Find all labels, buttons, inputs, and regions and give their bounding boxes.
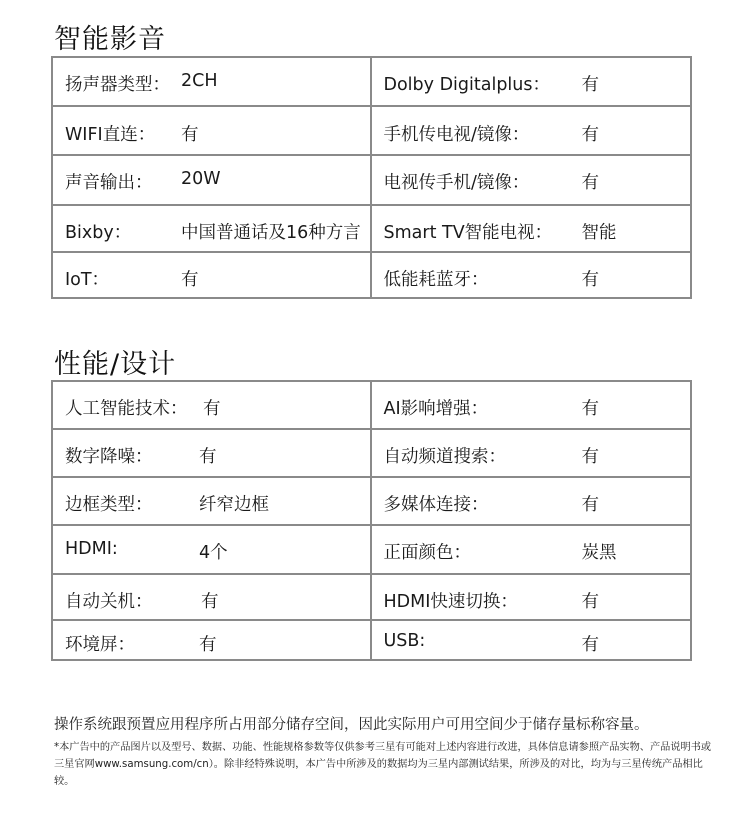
spec-label: Bixby： xyxy=(65,223,132,243)
spec-label: 自动关机： xyxy=(65,592,153,612)
spec-value: 中国普通话及16种方言 xyxy=(181,223,361,243)
spec-cell-left xyxy=(53,526,372,573)
spec-label: 正面颜色： xyxy=(383,543,471,563)
spec-cell-left xyxy=(53,478,372,524)
spec-label: 边框类型： xyxy=(65,495,153,515)
spec-cell-right xyxy=(372,526,691,573)
spec-value: 20W xyxy=(181,169,221,189)
spec-value: 有 xyxy=(581,495,599,515)
spec-value: 有 xyxy=(581,75,599,95)
spec-value: 炭黑 xyxy=(581,543,617,563)
spec-cell-right xyxy=(372,156,691,204)
spec-label: HDMI: xyxy=(65,539,118,559)
spec-value: 2CH xyxy=(181,71,218,91)
spec-label: 扬声器类型： xyxy=(65,75,170,95)
spec-cell-right xyxy=(372,621,691,659)
storage-note: 操作系统跟预置应用程序所占用部分储存空间，因此实际用户可用空间少于储存量标称容量。 xyxy=(54,717,649,733)
spec-label: 环境屏： xyxy=(65,635,135,655)
spec-table-performance-design xyxy=(51,380,692,661)
spec-cell-right xyxy=(372,478,691,524)
spec-row xyxy=(53,251,690,297)
spec-row xyxy=(53,382,690,428)
spec-value: 有 xyxy=(581,447,599,467)
spec-row xyxy=(53,58,690,105)
spec-value: 有 xyxy=(203,399,221,419)
spec-value: 有 xyxy=(199,447,217,467)
spec-cell-left xyxy=(53,621,372,659)
spec-cell-left xyxy=(53,575,372,619)
spec-value: 纤窄边框 xyxy=(199,495,269,515)
spec-value: 有 xyxy=(581,592,599,612)
section-title-performance-design: 性能/设计 xyxy=(54,349,177,380)
spec-label: USB: xyxy=(383,631,426,651)
spec-label: Smart TV智能电视： xyxy=(383,223,553,243)
spec-value: 有 xyxy=(581,270,599,290)
spec-table-smart-av xyxy=(51,56,692,299)
spec-cell-left xyxy=(53,107,372,154)
spec-row xyxy=(53,105,690,154)
spec-value: 4个 xyxy=(199,543,228,563)
spec-value: 有 xyxy=(181,125,199,145)
spec-row xyxy=(53,204,690,251)
spec-value: 智能 xyxy=(581,223,617,243)
spec-row xyxy=(53,476,690,524)
spec-row xyxy=(53,573,690,619)
spec-cell-right xyxy=(372,206,691,251)
spec-value: 有 xyxy=(581,173,599,193)
spec-row xyxy=(53,154,690,204)
spec-cell-left xyxy=(53,206,372,251)
spec-label: 手机传电视/镜像： xyxy=(383,125,530,145)
spec-value: 有 xyxy=(581,125,599,145)
spec-row xyxy=(53,524,690,573)
spec-value: 有 xyxy=(581,635,599,655)
spec-value: 有 xyxy=(199,635,217,655)
spec-label: 自动频道搜索： xyxy=(383,447,506,467)
spec-cell-right xyxy=(372,107,691,154)
section-title-smart-av: 智能影音 xyxy=(54,24,166,55)
spec-label: 多媒体连接： xyxy=(383,495,489,515)
spec-label: 人工智能技术： xyxy=(65,399,188,419)
spec-label: AI影响增强： xyxy=(383,399,489,419)
spec-cell-right xyxy=(372,253,691,297)
spec-cell-left xyxy=(53,156,372,204)
spec-label: Dolby Digitalplus： xyxy=(383,75,551,95)
spec-value: 有 xyxy=(181,270,199,290)
spec-cell-left xyxy=(53,382,372,428)
spec-cell-left xyxy=(53,58,372,105)
disclaimer-note: *本广告中的产品图片以及型号、数据、功能、性能规格参数等仅供参考三星有可能对上述内容进行改进，具体信息请参照产品实物、产品说明书或三星官网www.samsung.com/cn）。除非经特殊说明，本广告中所涉及的数据均为三星内部测试结果，所涉及的对比，均为与三星传统产品相比较。 xyxy=(54,742,712,787)
spec-label: 数字降噪： xyxy=(65,447,153,467)
spec-row xyxy=(53,619,690,659)
spec-cell-right xyxy=(372,58,691,105)
spec-cell-right xyxy=(372,382,691,428)
spec-cell-left xyxy=(53,253,372,297)
spec-cell-right xyxy=(372,575,691,619)
spec-cell-left xyxy=(53,430,372,476)
spec-label: 电视传手机/镜像： xyxy=(383,173,530,193)
spec-cell-right xyxy=(372,430,691,476)
spec-label: 低能耗蓝牙： xyxy=(383,270,489,290)
spec-label: 声音输出： xyxy=(65,173,153,193)
spec-label: IoT： xyxy=(65,270,110,290)
spec-label: WIFI直连： xyxy=(65,125,156,145)
spec-label: HDMI快速切换： xyxy=(383,592,518,612)
spec-value: 有 xyxy=(581,399,599,419)
spec-row xyxy=(53,428,690,476)
spec-value: 有 xyxy=(201,592,219,612)
